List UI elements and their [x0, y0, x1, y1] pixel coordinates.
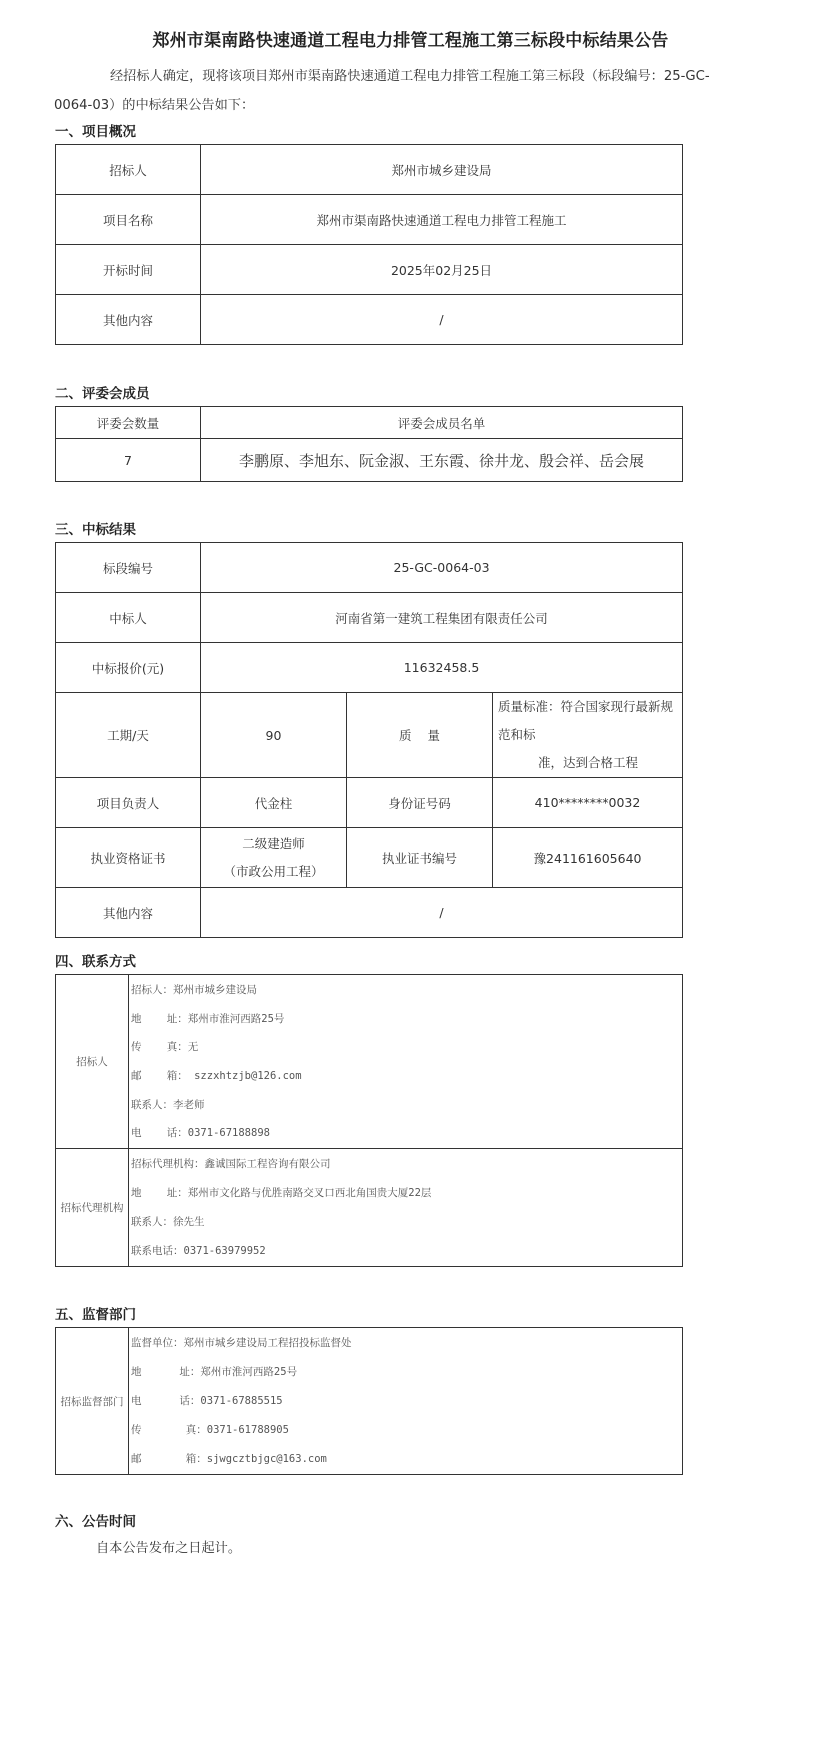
id-number: 410********0032 [493, 778, 683, 828]
overview-value: / [201, 295, 683, 345]
table-row [56, 778, 683, 828]
section-title-committee: 二、评委会成员 [55, 386, 150, 402]
intro-paragraph [54, 62, 760, 120]
overview-value: 郑州市渠南路快速通道工程电力排管工程施工 [201, 195, 683, 245]
agent-side-label: 招标代理机构 [56, 1149, 129, 1267]
result-label: 身份证号码 [347, 778, 493, 828]
result-label: 项目负责人 [56, 778, 201, 828]
section-number: 25-GC-0064-03 [201, 543, 683, 593]
other-content: / [201, 888, 683, 938]
contact-line: 监督单位：郑州市城乡建设局工程招投标监督处 [131, 1337, 352, 1349]
result-label: 中标报价(元) [56, 643, 201, 693]
contact-line: 邮 箱： szzxhtzjb@126.com [131, 1070, 302, 1082]
overview-label: 招标人 [56, 145, 201, 195]
construction-period: 90 [201, 693, 347, 778]
table-row [56, 195, 683, 245]
contact-line: 传 真：无 [131, 1041, 199, 1053]
overview-value: 2025年02月25日 [201, 245, 683, 295]
result-label: 执业证书编号 [347, 828, 493, 888]
table-row [56, 407, 683, 439]
intro-line-1: 经招标人确定，现将该项目郑州市渠南路快速通道工程电力排管工程施工第三标段（标段编号：25-GC- [110, 69, 710, 84]
overview-value: 郑州市城乡建设局 [201, 145, 683, 195]
contact-line: 联系人：李老师 [131, 1099, 205, 1111]
committee-table [55, 406, 683, 482]
tenderer-side-label: 招标人 [56, 975, 129, 1149]
cert-number: 豫241161605640 [493, 828, 683, 888]
table-row [56, 245, 683, 295]
section-title-result: 三、中标结果 [55, 522, 136, 538]
agent-contact-info [129, 1149, 683, 1267]
contact-line: 电 话：0371-67885515 [131, 1395, 283, 1407]
quality-standard: 质量标准：符合国家现行最新规范和标 准，达到合格工程 [493, 693, 683, 778]
bid-price: 11632458.5 [201, 643, 683, 693]
committee-count: 7 [56, 439, 201, 482]
table-row [56, 145, 683, 195]
section-title-contacts: 四、联系方式 [55, 954, 136, 970]
contact-line: 地 址：郑州市淮河西路25号 [131, 1013, 285, 1025]
table-row [56, 439, 683, 482]
result-label: 执业资格证书 [56, 828, 201, 888]
contact-line: 地 址：郑州市淮河西路25号 [131, 1366, 298, 1378]
notice-time-text: 自本公告发布之日起计。 [96, 1541, 242, 1556]
contact-line: 招标代理机构：鑫诚国际工程咨询有限公司 [131, 1158, 331, 1170]
qualification-cert: 二级建造师 （市政公用工程） [201, 828, 347, 888]
result-label: 其他内容 [56, 888, 201, 938]
page-title: 郑州市渠南路快速通道工程电力排管工程施工第三标段中标结果公告 [152, 31, 669, 51]
result-table [55, 542, 683, 938]
table-row [56, 693, 683, 778]
winning-bidder: 河南省第一建筑工程集团有限责任公司 [201, 593, 683, 643]
table-row [56, 643, 683, 693]
section-title-notice-time: 六、公告时间 [55, 1514, 136, 1530]
contact-line: 联系人：徐先生 [131, 1216, 205, 1228]
project-manager: 代金柱 [201, 778, 347, 828]
contact-line: 邮 箱：sjwgcztbjgc@163.com [131, 1453, 327, 1465]
table-row [56, 1328, 683, 1475]
contacts-table [55, 974, 683, 1267]
committee-count-header: 评委会数量 [56, 407, 201, 439]
table-row [56, 975, 683, 1149]
contact-line: 电 话：0371-67188898 [131, 1127, 270, 1139]
result-label: 标段编号 [56, 543, 201, 593]
contact-line: 地 址：郑州市文化路与优胜南路交叉口西北角国贵大厦22层 [131, 1187, 432, 1199]
committee-members: 李鹏原、李旭东、阮金淑、王东霞、徐井龙、殷会祥、岳会展 [201, 439, 683, 482]
table-row [56, 828, 683, 888]
result-label: 质 量 [347, 693, 493, 778]
section-title-supervision: 五、监督部门 [55, 1307, 136, 1323]
result-label: 中标人 [56, 593, 201, 643]
supervision-table [55, 1327, 683, 1475]
table-row [56, 593, 683, 643]
overview-label: 项目名称 [56, 195, 201, 245]
committee-list-header: 评委会成员名单 [201, 407, 683, 439]
supervision-side-label: 招标监督部门 [56, 1328, 129, 1475]
supervision-contact-info [129, 1328, 683, 1475]
tenderer-contact-info [129, 975, 683, 1149]
table-row [56, 1149, 683, 1267]
contact-line: 联系电话：0371-63979952 [131, 1245, 266, 1257]
section-title-overview: 一、项目概况 [55, 124, 136, 140]
result-label: 工期/天 [56, 693, 201, 778]
overview-table [55, 144, 683, 345]
table-row [56, 295, 683, 345]
table-row [56, 543, 683, 593]
overview-label: 开标时间 [56, 245, 201, 295]
intro-line-2: 0064-03）的中标结果公告如下： [54, 98, 255, 113]
contact-line: 招标人：郑州市城乡建设局 [131, 984, 257, 996]
table-row [56, 888, 683, 938]
contact-line: 传 真：0371-61788905 [131, 1424, 289, 1436]
overview-label: 其他内容 [56, 295, 201, 345]
